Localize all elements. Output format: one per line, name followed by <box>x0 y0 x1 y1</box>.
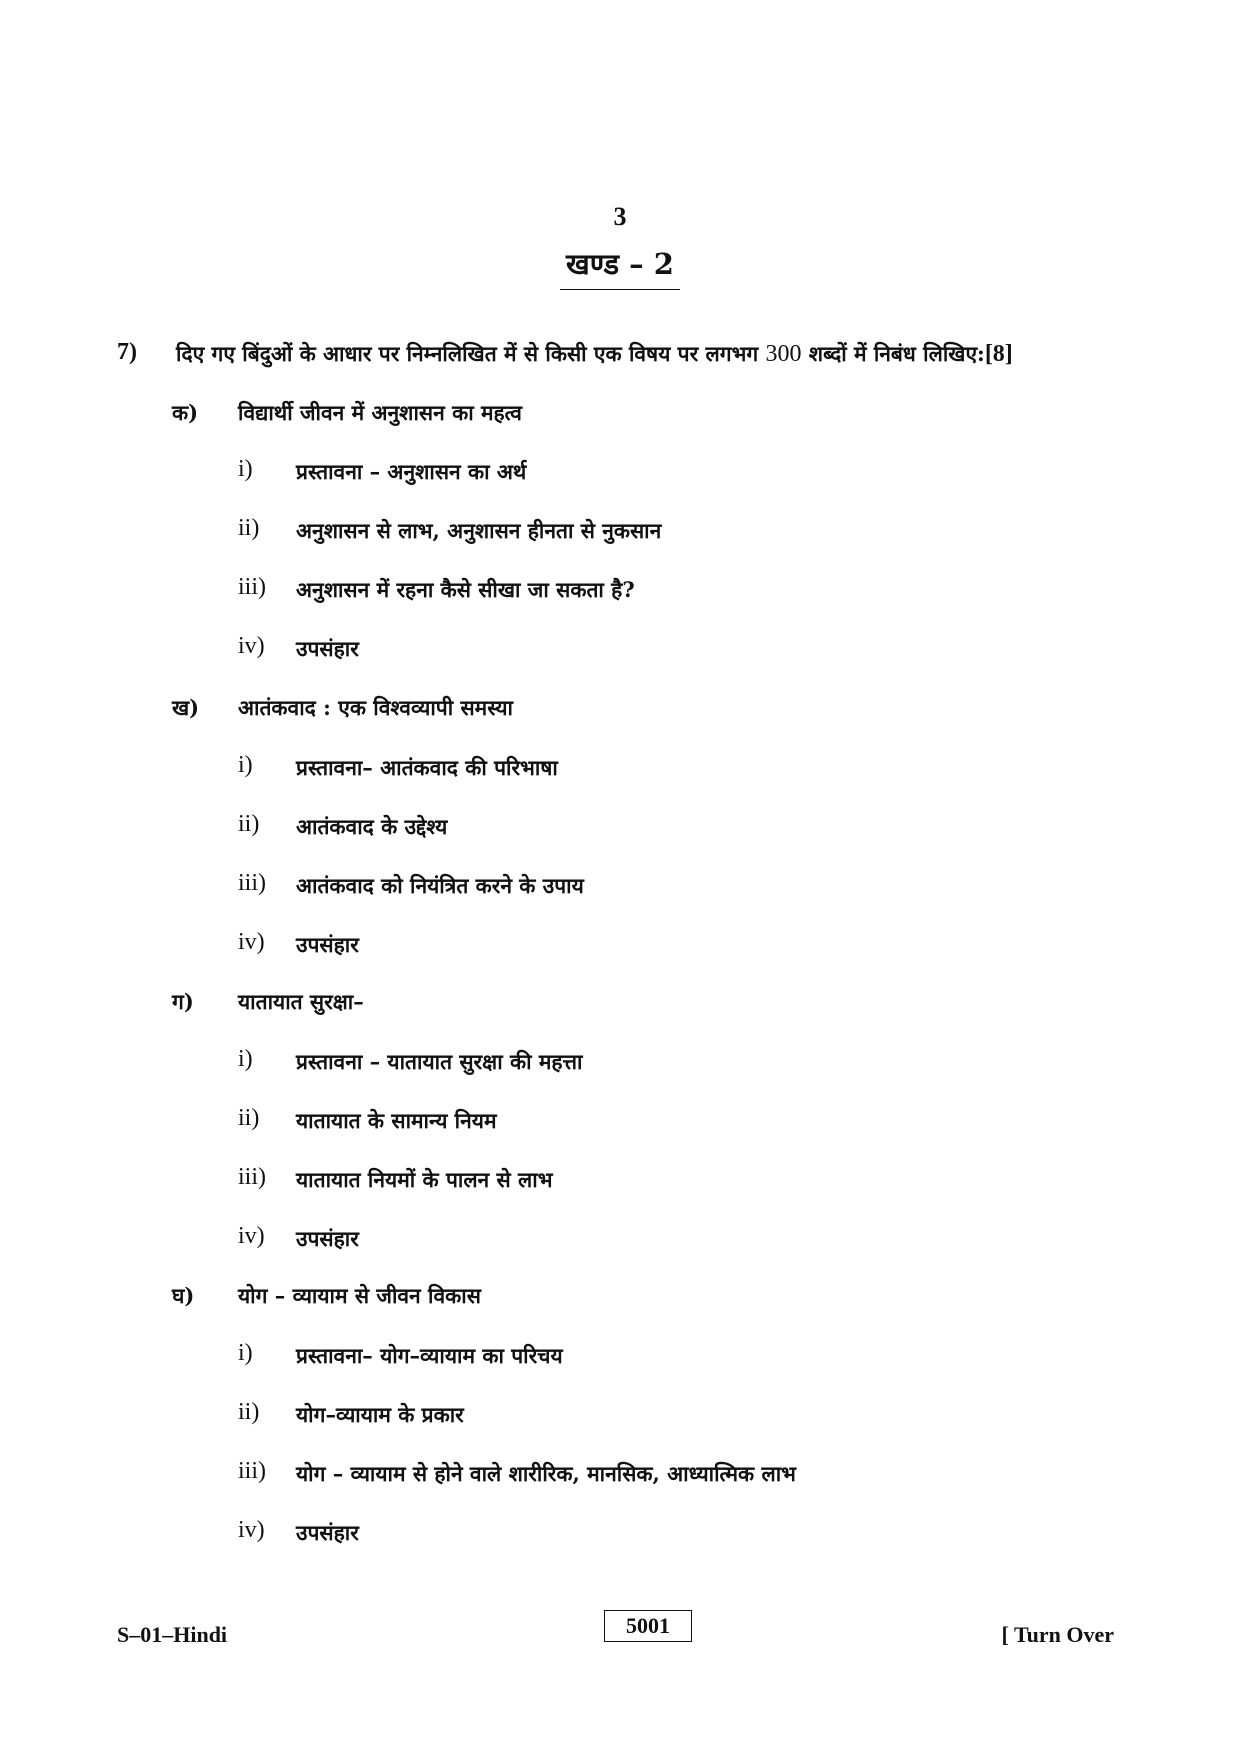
word-count: 300 <box>765 341 802 367</box>
topic-title: आतंकवाद : एक विश्वव्यापी समस्या <box>238 695 513 720</box>
point-text: प्रस्तावना– आतंकवाद की परिभाषा <box>296 755 558 780</box>
point-label: ii) <box>238 515 260 541</box>
point-text: अनुशासन में रहना कैसे सीखा जा सकता है? <box>296 577 635 602</box>
center-code-box: 5001 <box>604 1610 692 1642</box>
topic-title: योग – व्यायाम से जीवन विकास <box>238 1283 481 1308</box>
topic-title: विद्यार्थी जीवन में अनुशासन का महत्व <box>238 400 522 425</box>
point-text: प्रस्तावना – यातायात सुरक्षा की महत्ता <box>296 1049 583 1074</box>
point-text: उपसंहार <box>296 932 359 957</box>
point-label: ii) <box>238 1399 260 1425</box>
topic-label: ख) <box>172 695 200 720</box>
page-number: 3 <box>613 202 627 231</box>
question-text <box>176 340 1013 368</box>
point-label: ii) <box>238 811 260 837</box>
point-text: प्रस्तावना – अनुशासन का अर्थ <box>296 459 527 484</box>
point-text: योग–व्यायाम के प्रकार <box>296 1402 464 1427</box>
point-label: i) <box>238 752 253 778</box>
question-text-start: दिए गए बिंदुओं के आधार पर निम्नलिखित में से किसी एक विषय पर लगभग <box>176 341 759 366</box>
point-label: iv) <box>238 1223 265 1249</box>
point-text: अनुशासन से लाभ, अनुशासन हीनता से नुकसान <box>296 518 662 543</box>
point-label: iii) <box>238 574 266 600</box>
topic-label: ग) <box>172 989 194 1014</box>
point-label: i) <box>238 456 253 482</box>
question-text-end: शब्दों में निबंध लिखिए: <box>808 341 985 366</box>
point-text: आतंकवाद को नियंत्रित करने के उपाय <box>296 873 584 898</box>
topic-label: क) <box>172 400 199 425</box>
point-label: ii) <box>238 1105 260 1131</box>
section-title-text: खण्ड – 2 <box>560 244 680 290</box>
point-text: आतंकवाद के उद्देश्य <box>296 814 448 839</box>
point-label: iii) <box>238 870 266 896</box>
point-label: iv) <box>238 1517 265 1543</box>
turn-over-label: [ Turn Over <box>1001 1622 1114 1647</box>
point-text: उपसंहार <box>296 1226 359 1251</box>
point-text: उपसंहार <box>296 636 359 661</box>
marks: [8] <box>984 341 1013 367</box>
point-text: यातायात के सामान्य नियम <box>296 1108 497 1133</box>
point-label: iv) <box>238 633 265 659</box>
topic-title: यातायात सुरक्षा– <box>238 989 364 1014</box>
point-text: यातायात नियमों के पालन से लाभ <box>296 1167 553 1192</box>
point-label: iii) <box>238 1458 266 1484</box>
paper-code: S–01–Hindi <box>117 1622 228 1647</box>
topic-label: घ) <box>172 1283 195 1308</box>
section-title <box>0 244 1240 290</box>
point-label: i) <box>238 1340 253 1366</box>
question-number: 7) <box>117 339 137 365</box>
point-text: उपसंहार <box>296 1520 359 1545</box>
point-label: iii) <box>238 1164 266 1190</box>
point-label: iv) <box>238 929 265 955</box>
point-label: i) <box>238 1046 253 1072</box>
point-text: योग – व्यायाम से होने वाले शारीरिक, मानसिक, आध्यात्मिक लाभ <box>296 1461 796 1486</box>
point-text: प्रस्तावना– योग–व्यायाम का परिचय <box>296 1343 563 1368</box>
